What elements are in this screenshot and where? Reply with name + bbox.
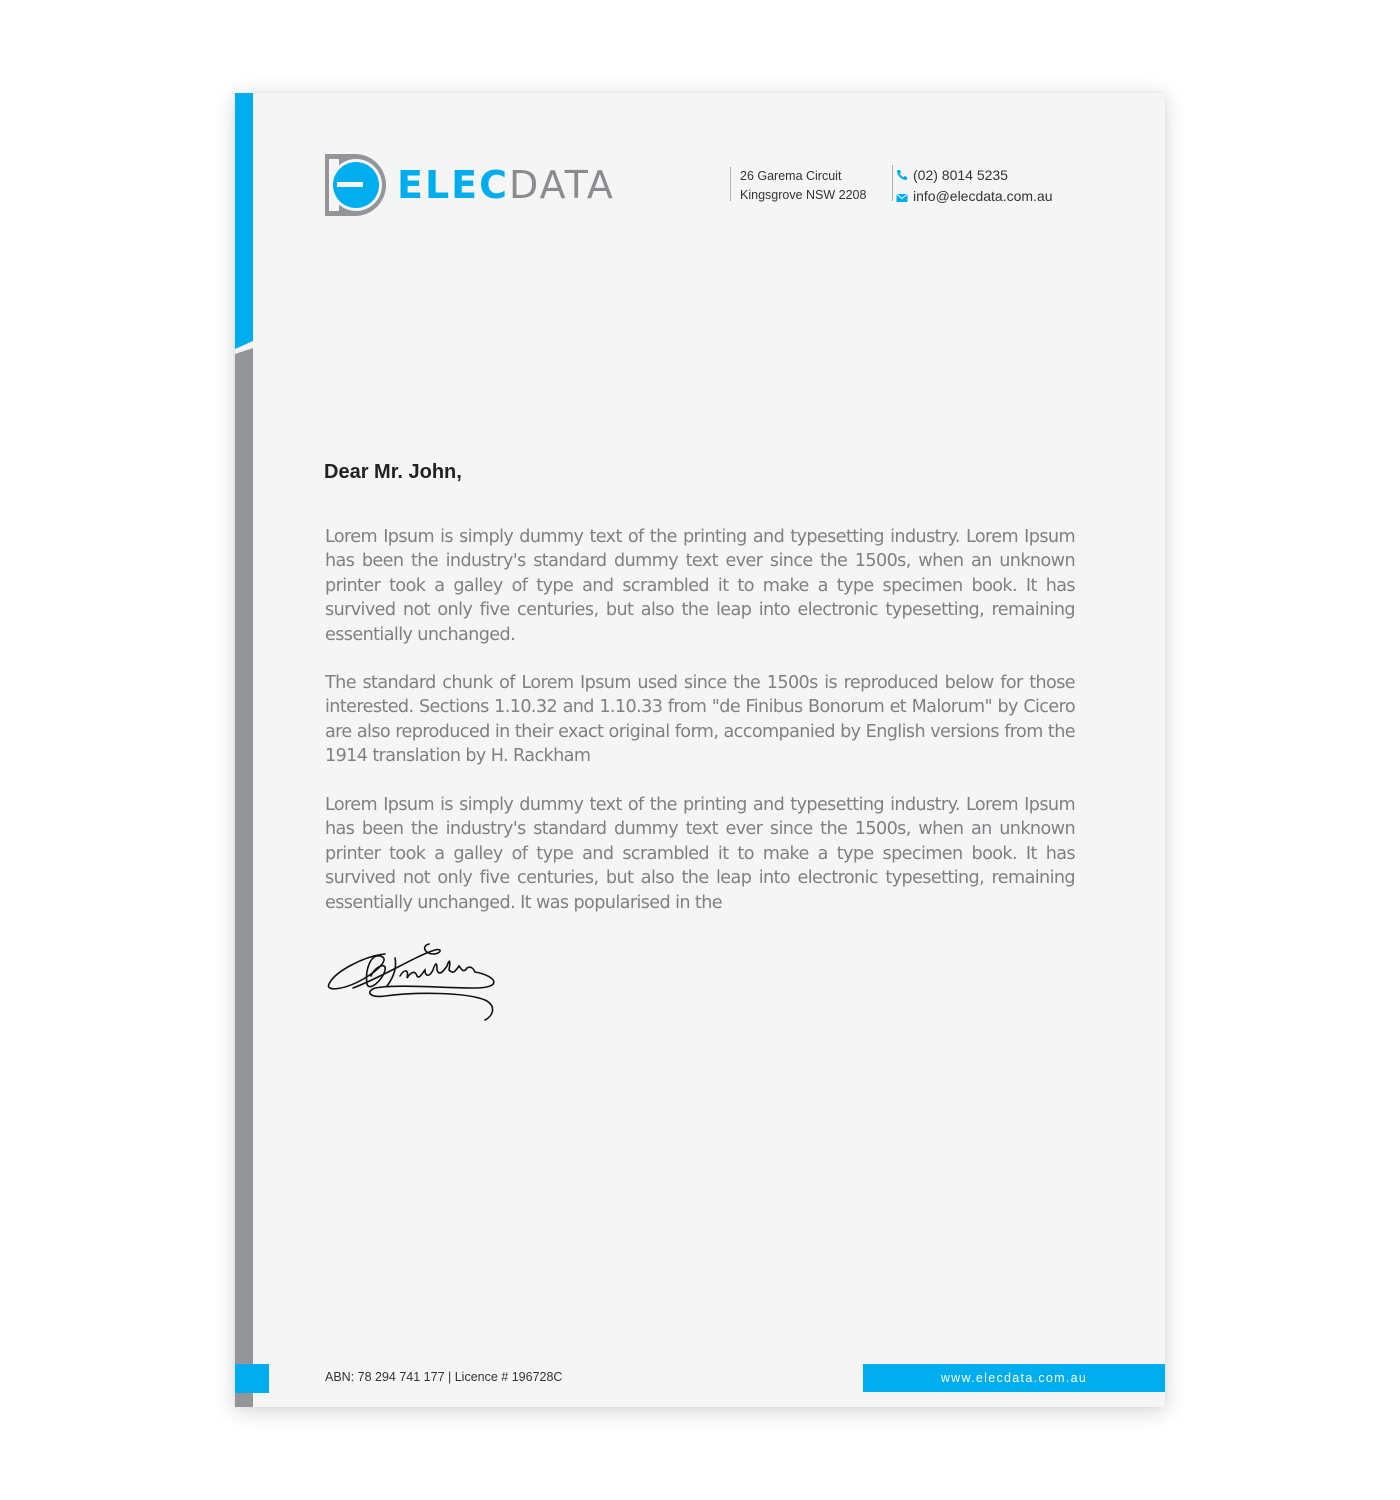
address-line-1: 26 Garema Circuit [740,169,842,183]
letter-salutation: Dear Mr. John, [324,461,462,483]
side-accent-grey [235,348,253,1407]
phone-number[interactable]: (02) 8014 5235 [913,167,1008,183]
contact-info [892,165,1053,204]
logo-mark-icon [325,154,387,216]
email-address[interactable]: info@elecdata.com.au [913,188,1053,204]
logo-text-elec: ELEC [397,163,510,207]
abn-licence: ABN: 78 294 741 177 | Licence # 196728C [325,1370,563,1384]
letter-paragraph-1: Lorem Ipsum is simply dummy text of the printing and typesetting industry. Lorem Ipsum has been the industry's standard dummy text ever since the 1500s, when an unknown printer took a galley of type and scrambled it to make a type specimen book. It has survived not only five centuries, but also the leap into electronic typesetting, remaining essentially unchanged. [325,527,1075,645]
signature-image [325,936,505,1026]
letter-paragraph-3: Lorem Ipsum is simply dummy text of the printing and typesetting industry. Lorem Ipsum has been the industry's standard dummy text ever since the 1500s, when an unknown printer took a galley of type and scrambled it to make a type specimen book. It has survived not only five centuries, but also the leap into electronic typesetting, remaining essentially unchanged. It was popularised in the [325,795,1075,913]
company-address [730,167,866,201]
logo-text-data: DATA [509,163,615,207]
address-line-2: Kingsgrove NSW 2208 [740,188,867,202]
elecdata-logo [325,153,665,217]
letterhead-page [235,93,1165,1407]
footer-accent-box [235,1364,269,1393]
phone-icon [896,169,908,181]
envelope-icon [896,192,908,204]
side-accent-blue [235,93,253,349]
letter-paragraph-2: The standard chunk of Lorem Ipsum used since the 1500s is reproduced below for those interested. Sections 1.10.32 and 1.10.33 from "de Finibus Bonorum et Malorum" by Cicero are also reproduced in their exact original form, accompanied by English versions from the 1914 translation by H. Rackham [325,673,1075,767]
website-link[interactable]: www.elecdata.com.au [863,1364,1165,1392]
